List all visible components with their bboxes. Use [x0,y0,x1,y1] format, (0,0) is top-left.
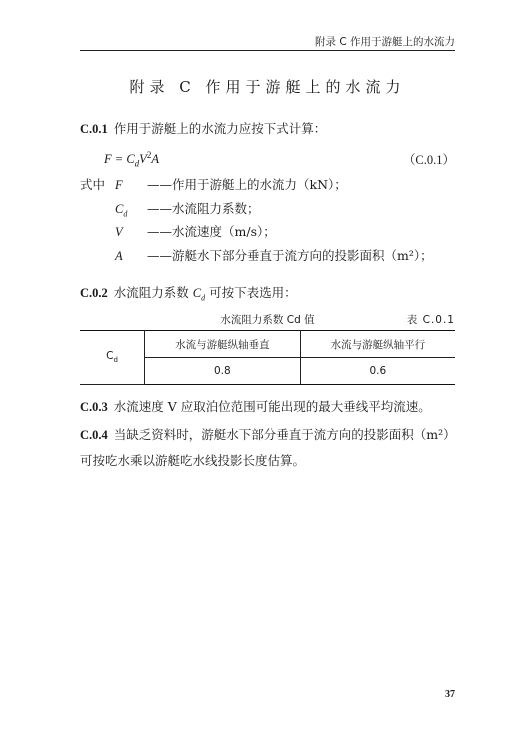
formula-lhs: F = C [104,152,135,167]
clause-c04 [80,426,456,444]
clause-number: C.0.3 [80,400,108,414]
formula [104,150,159,169]
symbol: V [115,225,123,239]
table-header-row [80,331,455,358]
symbol-desc: ——水流阻力系数； [147,201,260,216]
table-column-header: 水流与游艇纵轴垂直 [145,331,301,358]
formula-sub: d [134,158,140,169]
symbol-desc: ——作用于游艇上的水流力（kN）； [147,177,347,192]
clause-number: C.0.4 [80,428,108,442]
appendix-title: 附录 C 作用于游艇上的水流力 [129,78,406,96]
header-rule [80,50,455,51]
clause-text: 水流速度 V 应取泊位范围可能出现的最大垂线平均流速。 [113,399,431,414]
table-caption [80,312,455,328]
clause-c01 [80,120,326,138]
where-prefix: 式中 [80,177,106,192]
table-cell: 0.8 [145,358,301,385]
table-row-header: $C_d$ [80,331,145,385]
running-header [80,34,455,48]
table-title: 水流阻力系数 Cd 值 [220,314,315,326]
clause-text: 当缺乏资料时，游艇水下部分垂直于流方向的投影面积（m²） [113,427,456,442]
symbol: A [115,249,123,263]
formula-sup: 2 [146,150,152,160]
table-column-header: 水流与游艇纵轴平行 [300,331,455,358]
where-item-f [80,176,347,200]
drag-coefficient-table [80,330,455,385]
table-number: 表 C.0.1 [406,314,455,326]
symbol: F [115,178,123,192]
symbol: $C_d$ [115,202,128,219]
page-number: 37 [445,689,455,700]
where-item-cd [80,200,260,224]
where-item-v [80,223,276,247]
clause-text: 作用于游艇上的水流力应按下式计算： [113,121,327,136]
clause-number: C.0.2 [80,286,108,300]
clause-number: C.0.1 [80,122,108,136]
formula-a: A [151,152,159,167]
formula-v: V [139,152,147,167]
clause-c03 [80,398,431,416]
clause-c02: C.0.2 水流阻力系数 $C_d$ 可按下表选用： [80,285,297,303]
table-cell: 0.6 [300,358,455,385]
symbol-desc: ——水流速度（m/s）； [147,224,276,239]
where-item-a [80,247,433,271]
symbol-cd: $C_d$ [192,286,206,303]
symbol-desc: ——游艇水下部分垂直于流方向的投影面积（m²）； [147,248,433,263]
clause-c04-continued: 可按吃水乘以游艇吃水线投影长度估算。 [80,453,306,468]
equation-number: （C.0.1） [402,153,455,167]
running-header-text: 附录 C 作用于游艇上的水流力 [314,36,455,48]
